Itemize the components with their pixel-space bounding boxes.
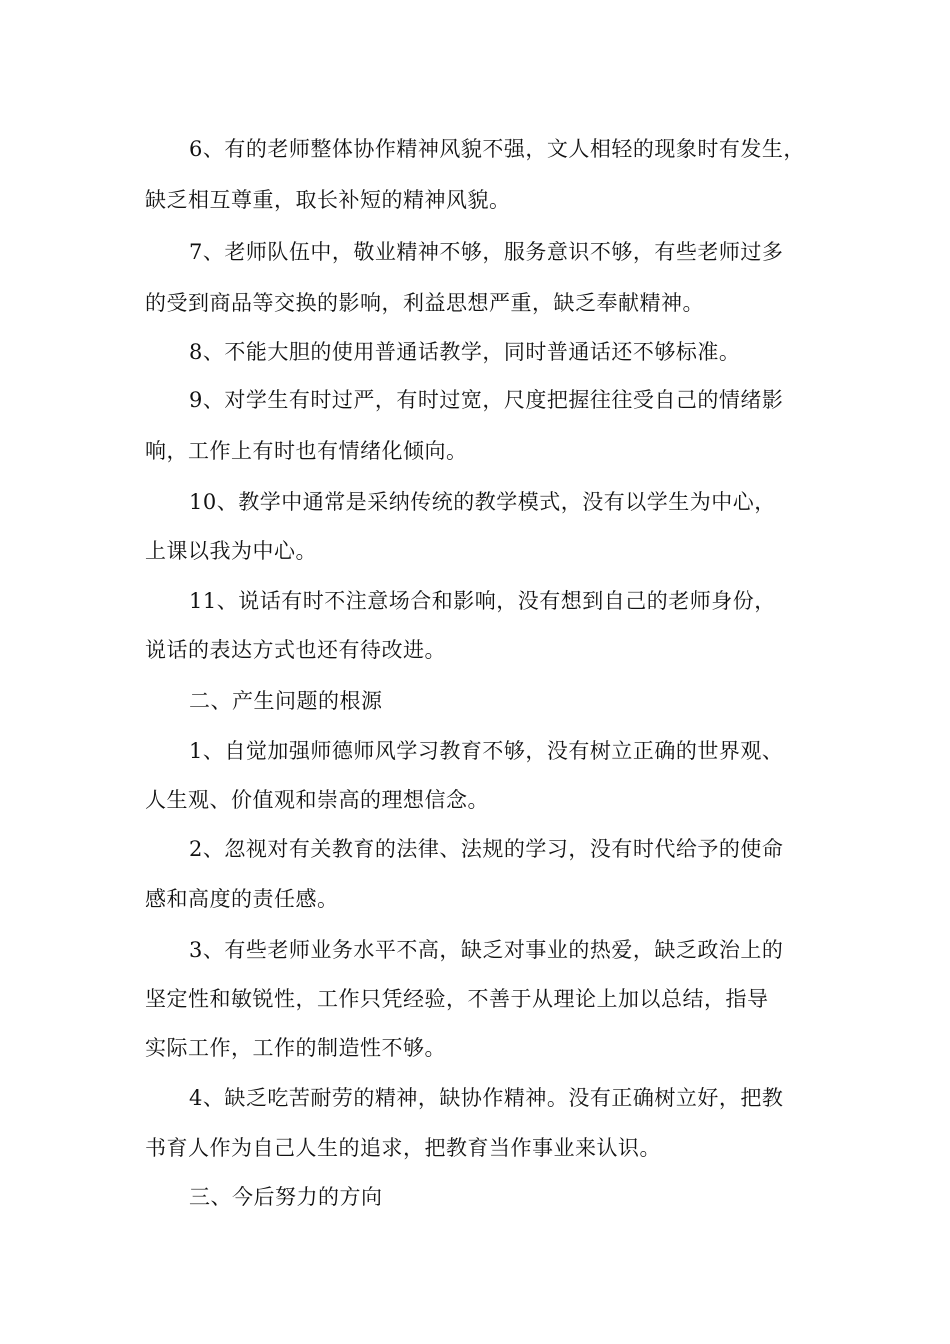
text-line: 上课以我为中心。 (145, 539, 317, 563)
text-line: 缺乏相互尊重，取长补短的精神风貌。 (145, 188, 511, 212)
section-heading: 二、产生问题的根源 (189, 689, 383, 713)
text-line: 人生观、价值观和崇高的理想信念。 (145, 788, 489, 812)
section-heading: 三、今后努力的方向 (189, 1185, 383, 1209)
text-line: 感和高度的责任感。 (145, 887, 339, 911)
text-line: 书育人作为自己人生的追求，把教育当作事业来认识。 (145, 1136, 661, 1160)
text-line: 8、不能大胆的使用普通话教学，同时普通话还不够标准。 (189, 340, 741, 364)
text-line: 2、忽视对有关教育的法律、法规的学习，没有时代给予的使命 (189, 837, 784, 861)
text-line: 1、自觉加强师德师风学习教育不够，没有树立正确的世界观、 (189, 739, 784, 763)
text-line: 的受到商品等交换的影响，利益思想严重，缺乏奉献精神。 (145, 291, 704, 315)
text-line: 9、对学生有时过严，有时过宽，尺度把握往往受自己的情绪影 (189, 388, 784, 412)
text-line: 6、有的老师整体协作精神风貌不强，文人相轻的现象时有发生， (189, 137, 805, 161)
text-line: 10、教学中通常是采纳传统的教学模式，没有以学生为中心， (189, 490, 776, 514)
text-line: 说话的表达方式也还有待改进。 (145, 638, 446, 662)
text-line: 坚定性和敏锐性，工作只凭经验，不善于从理论上加以总结，指导 (145, 987, 769, 1011)
text-line: 4、缺乏吃苦耐劳的精神，缺协作精神。没有正确树立好，把教 (189, 1086, 784, 1110)
text-line: 11、说话有时不注意场合和影响，没有想到自己的老师身份， (189, 589, 776, 613)
text-line: 7、老师队伍中，敬业精神不够，服务意识不够，有些老师过多 (189, 240, 784, 264)
text-line: 实际工作，工作的制造性不够。 (145, 1036, 446, 1060)
text-line: 3、有些老师业务水平不高，缺乏对事业的热爱，缺乏政治上的 (189, 938, 784, 962)
text-line: 响，工作上有时也有情绪化倾向。 (145, 439, 468, 463)
